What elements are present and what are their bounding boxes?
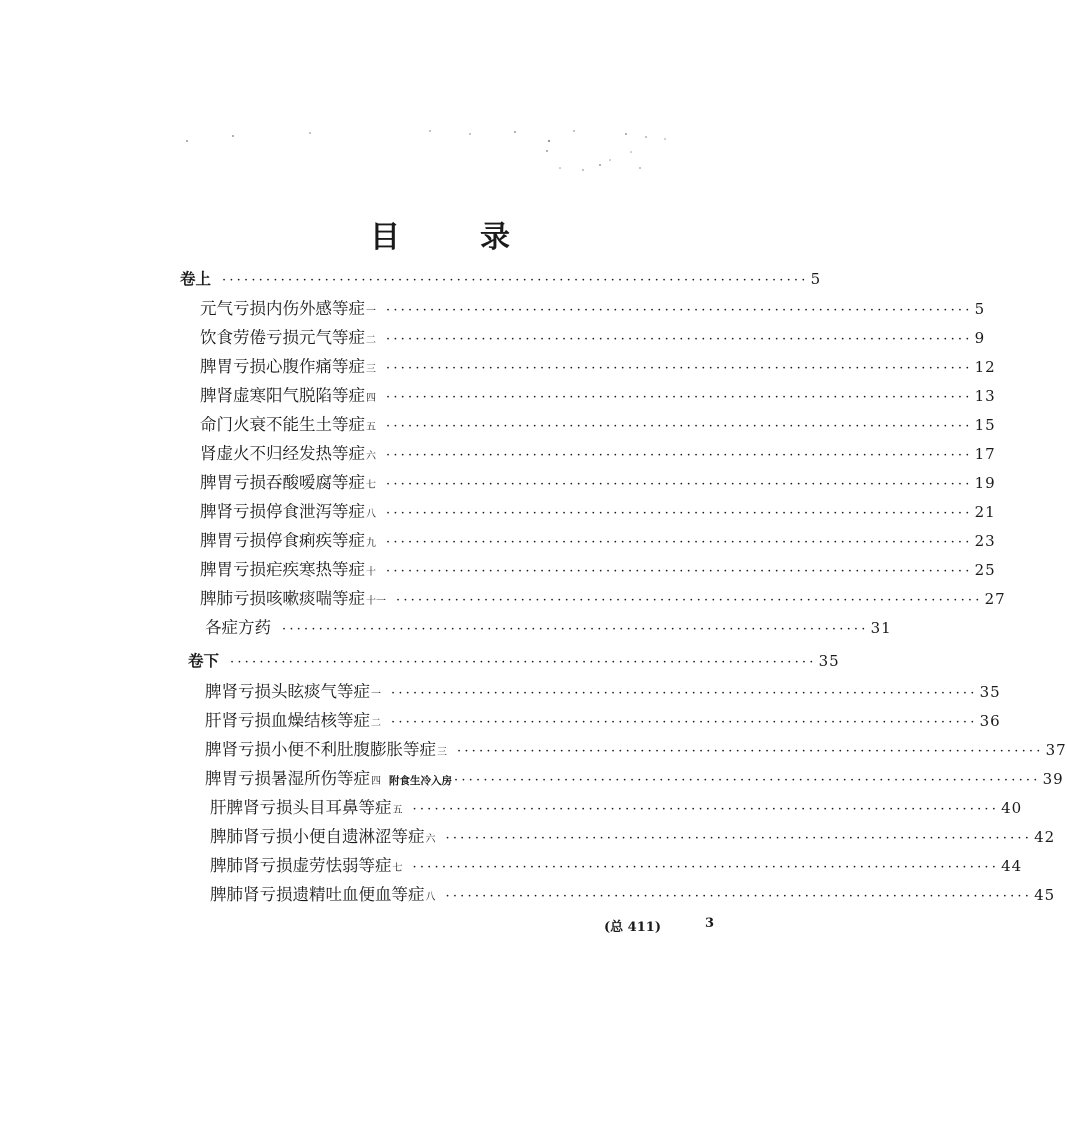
toc-entry (210, 881, 1056, 909)
toc-entry-title: 脾肾虚寒阳气脱陷等症 (200, 386, 365, 405)
toc-entry-title: 卷下 (188, 651, 220, 670)
toc-entry-number: 八 (425, 892, 436, 903)
toc-entry (200, 498, 996, 526)
toc-entry-title: 脾肺肾亏损虚劳怯弱等症 (210, 856, 392, 875)
toc-entry-page: 39 (1042, 770, 1064, 788)
toc-entry (205, 614, 892, 642)
toc-entry (200, 382, 996, 410)
toc-entry-page: 27 (984, 590, 1006, 608)
dot-leader: ················································································ (386, 506, 973, 521)
dot-leader: ················································································ (445, 831, 1033, 846)
toc-entry (200, 411, 996, 439)
toc-entry (210, 852, 1023, 880)
dot-leader: ················································································ (386, 303, 973, 318)
toc-entry-number: 四 (371, 776, 381, 787)
dot-leader: ················································································ (386, 448, 973, 463)
toc-entry (200, 295, 986, 323)
toc-entry-number: 五 (392, 805, 403, 816)
dot-leader: ················································································ (386, 332, 973, 347)
toc-entry-title: 脾肺肾亏损遗精吐血便血等症 (210, 885, 425, 904)
toc-entry-page: 5 (810, 270, 822, 288)
scan-specks (0, 0, 866, 220)
toc-entry (200, 585, 1006, 613)
toc-entry-number: 五 (366, 422, 376, 433)
toc-entry-number: 二 (366, 335, 376, 346)
toc-entry-number: 一 (371, 689, 381, 700)
dot-leader: ················································································ (222, 273, 809, 288)
page-footer (604, 916, 714, 935)
toc-entry (205, 678, 1001, 706)
dot-leader: ················································································ (230, 655, 817, 670)
toc-entry-page: 36 (979, 712, 1001, 730)
toc-entry (200, 556, 996, 584)
toc-entry-title: 肝肾亏损血燥结核等症 (205, 711, 370, 730)
toc-entry-title: 肾虚火不归经发热等症 (200, 444, 365, 463)
toc-entry-number: 三 (366, 364, 376, 375)
toc-entry-number: 十一 (366, 596, 386, 607)
toc-entry-page: 5 (974, 300, 986, 318)
toc-entry-page: 12 (974, 358, 996, 376)
toc-entry-title: 肝脾肾亏损头目耳鼻等症 (210, 798, 392, 817)
toc-entry-title: 脾肺亏损咳嗽痰喘等症 (200, 589, 365, 608)
dot-leader: ················································································ (454, 773, 1041, 788)
toc-entry (205, 765, 1064, 793)
toc-entry-page: 21 (974, 503, 996, 521)
toc-entry-page: 25 (974, 561, 996, 579)
toc-entry-page: 17 (974, 445, 996, 463)
toc-entry-number: 三 (437, 747, 447, 758)
title-char-2: 录 (480, 220, 510, 255)
dot-leader: ················································································ (386, 361, 973, 376)
toc-entry-title: 脾胃亏损疟疾寒热等症 (200, 560, 365, 579)
dot-leader: ················································································ (391, 715, 978, 730)
toc-entry-number: 九 (366, 538, 376, 549)
dot-leader: ················································································ (391, 686, 978, 701)
title-char-1: 目 (370, 220, 400, 255)
toc-entry-title: 元气亏损内伤外感等症 (200, 299, 365, 318)
toc-entry-title: 饮食劳倦亏损元气等症 (200, 328, 365, 347)
toc-entry-number: 七 (366, 480, 376, 491)
toc-entry-title: 脾肾亏损小便不利肚腹膨胀等症 (205, 740, 436, 759)
toc-entry-page: 35 (979, 683, 1001, 701)
dot-leader: ················································································ (386, 477, 973, 492)
toc-entry (210, 794, 1023, 822)
toc-entry-title: 脾胃亏损暑湿所伤等症 (205, 769, 370, 788)
dot-leader: ················································································ (412, 860, 1000, 875)
page-number: 3 (704, 916, 714, 931)
toc-entry-title: 脾肾亏损停食泄泻等症 (200, 502, 365, 521)
dot-leader: ················································································ (396, 593, 983, 608)
toc-entry-title: 命门火衰不能生土等症 (200, 415, 365, 434)
toc-entry (200, 527, 996, 555)
toc-entry-number: 四 (366, 393, 376, 404)
toc-entry (200, 324, 986, 352)
toc-entry-title: 脾胃亏损吞酸嗳腐等症 (200, 473, 365, 492)
toc-entry-number: 十 (366, 567, 376, 578)
toc-entry-page: 31 (870, 619, 892, 637)
dot-leader: ················································································ (386, 564, 973, 579)
dot-leader: ················································································ (282, 622, 869, 637)
page-title (370, 212, 510, 256)
toc-entry-title: 脾胃亏损心腹作痛等症 (200, 357, 365, 376)
toc-section-heading (180, 267, 822, 295)
toc-entry-number: 八 (366, 509, 376, 520)
toc-entry-page: 42 (1034, 828, 1056, 846)
dot-leader: ················································································ (412, 802, 1000, 817)
toc-entry (210, 823, 1056, 851)
dot-leader: ················································································ (386, 419, 973, 434)
toc-entry-number: 二 (371, 718, 381, 729)
toc-entry-title: 脾肾亏损头眩痰气等症 (205, 682, 370, 701)
dot-leader: ················································································ (457, 744, 1044, 759)
toc-entry-page: 19 (974, 474, 996, 492)
dot-leader: ················································································ (386, 535, 973, 550)
toc-entry-page: 9 (974, 329, 986, 347)
toc-entry-page: 13 (974, 387, 996, 405)
toc-entry (200, 353, 996, 381)
toc-section-heading (188, 649, 840, 677)
toc-entry-title: 卷上 (180, 269, 212, 288)
toc-entry (205, 736, 1067, 764)
toc-entry-page: 44 (1001, 857, 1023, 875)
total-page-number: (总 411) (604, 920, 661, 935)
toc-entry-number: 六 (425, 834, 436, 845)
toc-entry-page: 45 (1034, 886, 1056, 904)
toc-entry-number: 六 (366, 451, 376, 462)
toc-entry-page: 40 (1001, 799, 1023, 817)
toc-entry-page: 23 (974, 532, 996, 550)
toc-entry-page: 37 (1045, 741, 1067, 759)
toc-entry-page: 35 (818, 652, 840, 670)
toc-entry (200, 440, 996, 468)
toc-entry-page: 15 (974, 416, 996, 434)
toc-entry-title: 脾肺肾亏损小便自遗淋涩等症 (210, 827, 425, 846)
toc-entry-note: 附食生冷入房 (389, 775, 452, 787)
toc-entry-number: 一 (366, 306, 376, 317)
toc-entry (200, 469, 996, 497)
dot-leader: ················································································ (386, 390, 973, 405)
dot-leader: ················································································ (445, 889, 1033, 904)
toc-entry-number: 七 (392, 863, 403, 874)
toc-entry (205, 707, 1001, 735)
toc-entry-title: 脾胃亏损停食痢疾等症 (200, 531, 365, 550)
toc-entry-title: 各症方药 (205, 618, 271, 637)
